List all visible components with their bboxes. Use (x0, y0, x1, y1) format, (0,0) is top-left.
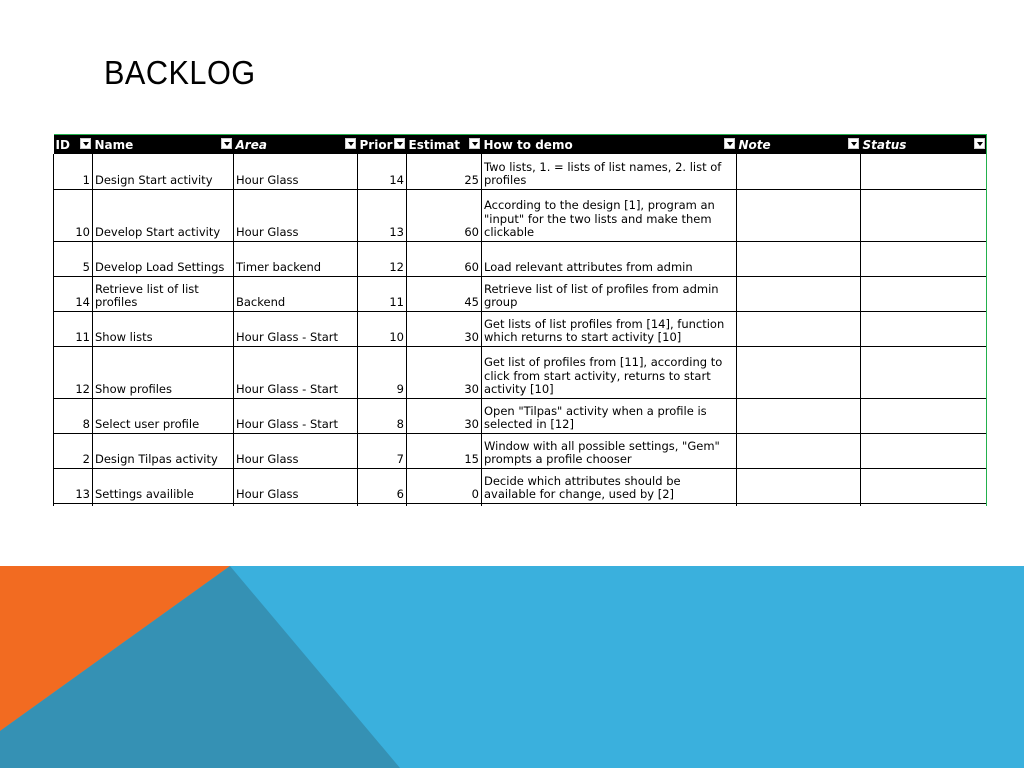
cell-note[interactable] (737, 468, 861, 503)
cell-area (234, 503, 358, 506)
table-row[interactable] (54, 398, 987, 433)
filter-dropdown-icon[interactable] (974, 138, 985, 149)
table-row[interactable] (54, 154, 987, 189)
cell-priority[interactable]: 8 (358, 398, 407, 433)
cell-id[interactable]: 1 (54, 154, 93, 189)
cell-id[interactable]: 13 (54, 468, 93, 503)
cell-how-to-demo[interactable]: Window with all possible settings, "Gem" prompts a profile chooser (482, 433, 737, 468)
cell-area[interactable]: Hour Glass (234, 189, 358, 241)
cell-estimate[interactable]: 0 (407, 468, 482, 503)
cell-name[interactable]: Retrieve list of list profiles (93, 276, 234, 311)
table-row[interactable] (54, 433, 987, 468)
cell-note[interactable] (737, 276, 861, 311)
filter-dropdown-icon[interactable] (724, 138, 735, 149)
cell-status[interactable] (861, 154, 987, 189)
cell-status[interactable] (861, 311, 987, 346)
cell-name[interactable]: Design Tilpas activity (93, 433, 234, 468)
cell-id[interactable]: 14 (54, 276, 93, 311)
filter-dropdown-icon[interactable] (469, 138, 480, 149)
cell-estimate[interactable]: 15 (407, 433, 482, 468)
cell-priority[interactable]: 14 (358, 154, 407, 189)
cell-status[interactable] (861, 241, 987, 276)
cell-status[interactable] (861, 433, 987, 468)
cell-id[interactable]: 2 (54, 433, 93, 468)
cell-note[interactable] (737, 241, 861, 276)
cell-estimate (407, 503, 482, 506)
cell-priority[interactable]: 13 (358, 189, 407, 241)
table-row[interactable] (54, 468, 987, 503)
column-header-status[interactable]: Status (861, 135, 987, 155)
column-header-priority[interactable]: Prior (358, 135, 407, 155)
header-row (54, 135, 987, 155)
cell-status (861, 503, 987, 506)
column-header-area[interactable]: Area (234, 135, 358, 155)
cell-how-to-demo[interactable]: Load relevant attributes from admin (482, 241, 737, 276)
cell-name[interactable]: Develop Load Settings (93, 241, 234, 276)
table-row-partial (54, 503, 987, 506)
cell-how-to-demo[interactable]: Two lists, 1. = lists of list names, 2. list of profiles (482, 154, 737, 189)
filter-dropdown-icon[interactable] (80, 138, 91, 149)
cell-estimate[interactable]: 60 (407, 189, 482, 241)
cell-id (54, 503, 93, 506)
cell-status[interactable] (861, 346, 987, 398)
cell-id[interactable]: 11 (54, 311, 93, 346)
cell-priority[interactable]: 11 (358, 276, 407, 311)
backlog-table (53, 134, 987, 506)
cell-status[interactable] (861, 189, 987, 241)
cell-status[interactable] (861, 276, 987, 311)
cell-note[interactable] (737, 189, 861, 241)
decorative-triangles (0, 566, 1024, 768)
filter-dropdown-icon[interactable] (848, 138, 859, 149)
cell-id[interactable]: 10 (54, 189, 93, 241)
cell-area[interactable]: Hour Glass (234, 433, 358, 468)
cell-area[interactable]: Hour Glass (234, 154, 358, 189)
cell-name (93, 503, 234, 506)
cell-how-to-demo[interactable]: Get lists of list profiles from [14], function which returns to start activity [10] (482, 311, 737, 346)
cell-priority[interactable]: 10 (358, 311, 407, 346)
cell-priority[interactable]: 9 (358, 346, 407, 398)
filter-dropdown-icon[interactable] (221, 138, 232, 149)
cell-status[interactable] (861, 398, 987, 433)
cell-area[interactable]: Backend (234, 276, 358, 311)
cell-priority[interactable]: 6 (358, 468, 407, 503)
cell-area[interactable]: Timer backend (234, 241, 358, 276)
cell-note[interactable] (737, 154, 861, 189)
cell-priority[interactable]: 7 (358, 433, 407, 468)
cell-name[interactable]: Design Start activity (93, 154, 234, 189)
cell-id[interactable]: 5 (54, 241, 93, 276)
cell-how-to-demo[interactable]: According to the design [1], program an "input" for the two lists and make them clickable (482, 189, 737, 241)
cell-id[interactable]: 8 (54, 398, 93, 433)
cell-name[interactable]: Show lists (93, 311, 234, 346)
cell-area[interactable]: Hour Glass - Start (234, 398, 358, 433)
cell-how-to-demo (482, 503, 737, 506)
column-header-name[interactable]: Name (93, 135, 234, 155)
cell-how-to-demo[interactable]: Retrieve list of list of profiles from admin group (482, 276, 737, 311)
cell-note[interactable] (737, 433, 861, 468)
cell-note[interactable] (737, 398, 861, 433)
column-header-id[interactable]: ID (54, 135, 93, 155)
cell-name[interactable]: Select user profile (93, 398, 234, 433)
cell-status[interactable] (861, 468, 987, 503)
column-header-note[interactable]: Note (737, 135, 861, 155)
cell-estimate[interactable]: 25 (407, 154, 482, 189)
table-row[interactable] (54, 311, 987, 346)
cell-estimate[interactable]: 30 (407, 311, 482, 346)
cell-id[interactable]: 12 (54, 346, 93, 398)
cell-how-to-demo[interactable]: Decide which attributes should be available for change, used by [2] (482, 468, 737, 503)
cell-note[interactable] (737, 311, 861, 346)
cell-estimate[interactable]: 30 (407, 346, 482, 398)
slide-title: BACKLOG (104, 54, 256, 91)
column-header-how-to-demo[interactable]: How to demo (482, 135, 737, 155)
column-header-estimate[interactable]: Estimat (407, 135, 482, 155)
cell-estimate[interactable]: 30 (407, 398, 482, 433)
cell-name[interactable]: Settings availible (93, 468, 234, 503)
backlog-spreadsheet (53, 134, 987, 506)
table-row[interactable] (54, 241, 987, 276)
cell-priority[interactable]: 12 (358, 241, 407, 276)
filter-dropdown-icon[interactable] (394, 138, 405, 149)
cell-area[interactable]: Hour Glass - Start (234, 346, 358, 398)
cell-name[interactable]: Show profiles (93, 346, 234, 398)
cell-estimate[interactable]: 45 (407, 276, 482, 311)
cell-name[interactable]: Develop Start activity (93, 189, 234, 241)
table-row[interactable] (54, 276, 987, 311)
cell-area[interactable]: Hour Glass (234, 468, 358, 503)
filter-dropdown-icon[interactable] (345, 138, 356, 149)
cell-how-to-demo[interactable]: Open "Tilpas" activity when a profile is selected in [12] (482, 398, 737, 433)
cell-area[interactable]: Hour Glass - Start (234, 311, 358, 346)
cell-note (737, 503, 861, 506)
cell-note[interactable] (737, 346, 861, 398)
cell-priority (358, 503, 407, 506)
table-row[interactable] (54, 189, 987, 241)
cell-estimate[interactable]: 60 (407, 241, 482, 276)
cell-how-to-demo[interactable]: Get list of profiles from [11], according to click from start activity, returns to start activity [10] (482, 346, 737, 398)
table-row[interactable] (54, 346, 987, 398)
